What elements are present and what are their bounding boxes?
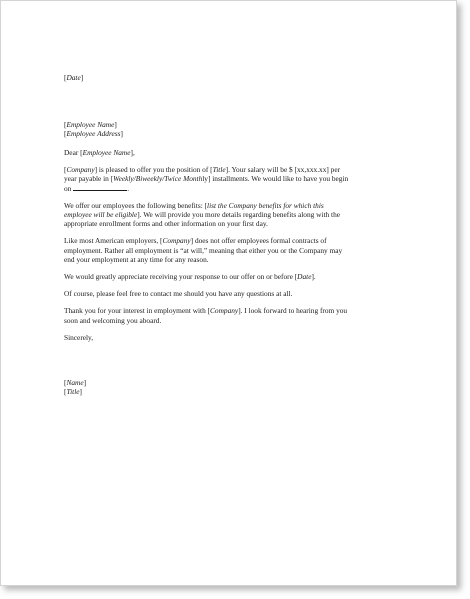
benefits-text-c: appropriate enrollment forms and other information on your first day. (64, 219, 268, 229)
thanks-text-c: soon and welcoming you aboard. (64, 315, 162, 325)
letter-body (64, 73, 404, 397)
employee-address-line: [Employee Address] (64, 129, 123, 139)
date-placeholder: Date (297, 272, 312, 282)
paragraph-at-will (64, 236, 404, 264)
spacer (64, 82, 404, 120)
offer-text-e: on (64, 183, 72, 193)
employee-name-placeholder: Employee Name (66, 119, 115, 129)
salutation-name: Employee Name (82, 147, 131, 157)
signature-title: Title (66, 387, 80, 397)
signature-name: Name (66, 377, 84, 387)
date-line: [Date] (64, 73, 84, 82)
signature-title-line: [Title] (64, 387, 82, 397)
salutation: Dear [Employee Name], (64, 147, 135, 157)
spacer (64, 139, 404, 148)
start-date-blank (73, 184, 127, 191)
employee-name-line: [Employee Name] (64, 119, 117, 129)
questions-text: Of course, please feel free to contact me should you have any questions at all. (64, 289, 293, 299)
paragraph-questions (64, 289, 404, 298)
installments-placeholder: Weekly/Biweekly/Twice Month (113, 174, 203, 184)
response-text-b: ]. (311, 272, 316, 282)
benefits-list-a: list the Company benefits for which this (207, 200, 324, 210)
paragraph-thanks (64, 306, 404, 325)
atwill-text-a: Like most American employers, [ (64, 236, 163, 246)
offer-text-a: ] is pleased to offer you the position of [ (94, 164, 213, 174)
paragraph-benefits (64, 201, 404, 229)
benefits-text-a: We offer our employees the following benefits: [ (64, 200, 208, 210)
atwill-text-c: employment. Rather all employment is “at will,” meaning that either you or the Company may (64, 245, 343, 255)
paragraph-offer: [Company] is pleased to offer you the position of [Title]. Your salary will be $ [xx,xxx.xx] per year payable in [Weekly/Biweekly/Twice Monthly] installments. We would like to have you begin on . (64, 164, 349, 193)
benefits-text-b: ]. We will provide you more details regarding benefits along with the (137, 209, 341, 219)
company-placeholder: Company (66, 164, 95, 174)
offer-text-b: ]. Your salary will be $ [xx,xxx.xx] per (225, 164, 341, 174)
salutation-prefix: Dear (64, 147, 79, 157)
date-placeholder: Date (66, 73, 81, 82)
closing: Sincerely, (64, 332, 94, 342)
thanks-text-b: ]. I look forward to hearing from you (238, 306, 348, 316)
employee-address-placeholder: Employee Address (66, 129, 121, 139)
title-placeholder: Title (212, 164, 226, 174)
response-text-a: We would greatly appreciate receiving your response to our offer on or before [ (64, 272, 298, 282)
paragraph-response (64, 272, 404, 281)
signature-space (64, 342, 404, 378)
salutation-suffix: ], (130, 147, 135, 157)
atwill-text-d: end your employment at any time for any reason. (64, 255, 209, 265)
offer-text-c: year payable in [ (64, 174, 114, 184)
offer-text-d: ly] installments. We would like to have you begin (202, 174, 349, 184)
signature-name-line: [Name] (64, 377, 87, 387)
atwill-text-b: ] does not offer employees formal contracts of (190, 236, 327, 246)
benefits-list-b: employee will be eligible (64, 209, 138, 219)
company-placeholder: Company (210, 306, 239, 316)
thanks-text-a: Thank you for your interest in employment with [ (64, 306, 211, 316)
company-placeholder: Company (162, 236, 191, 246)
